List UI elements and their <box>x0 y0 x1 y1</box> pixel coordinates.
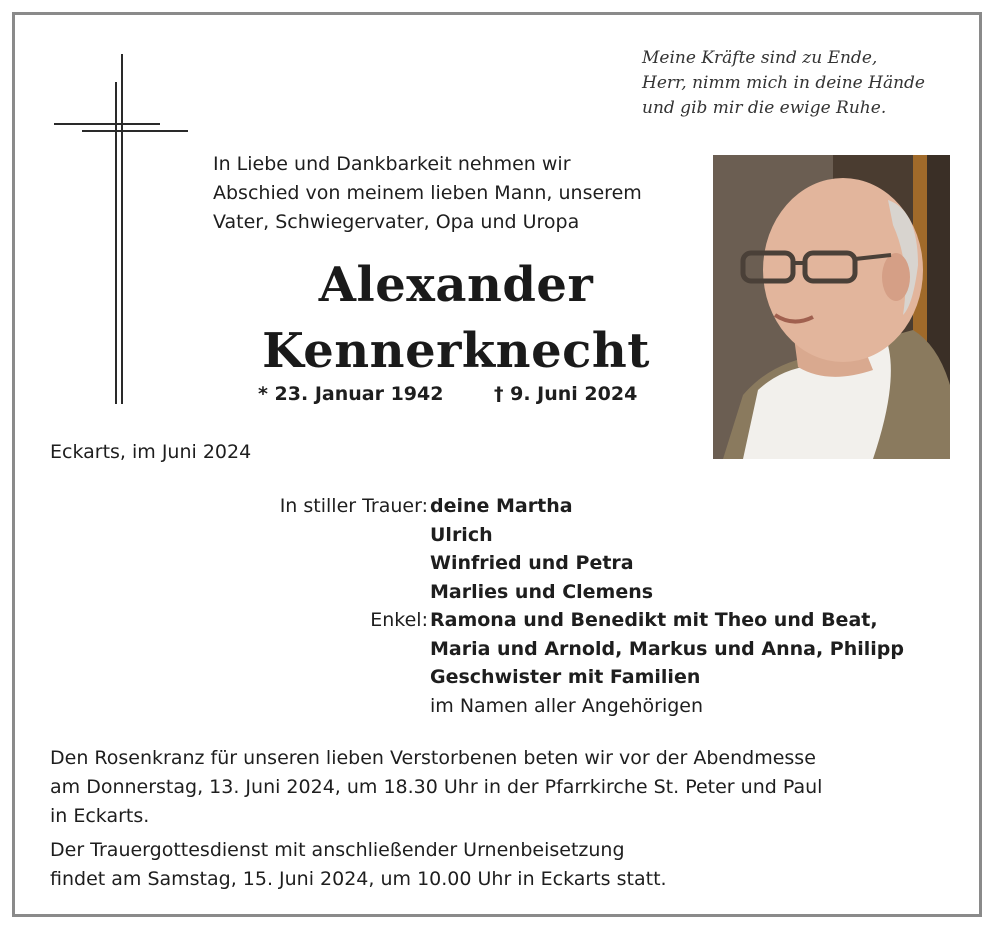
death-date: † 9. Juni 2024 <box>494 383 638 405</box>
place-date: Eckarts, im Juni 2024 <box>50 441 252 463</box>
last-name: Kennerknecht <box>262 323 650 379</box>
mourner-name: Marlies und Clemens <box>430 580 654 603</box>
intro-line-1: In Liebe und Dankbarkeit nehmen wir <box>213 153 571 175</box>
rosary-line-1: Den Rosenkranz für unseren lieben Verstorbenen beten wir vor der Abendmesse <box>50 747 816 769</box>
motto-line-3: und gib mir die ewige Ruhe. <box>642 98 887 118</box>
rosary-announcement <box>50 744 960 831</box>
mourner-name: Ramona und Benedikt mit Theo und Beat, <box>430 609 878 631</box>
mourners-list <box>0 492 1000 722</box>
funeral-line-2: findet am Samstag, 15. Juni 2024, um 10.00 Uhr in Eckarts statt. <box>50 868 667 890</box>
portrait-photo <box>713 155 950 459</box>
rosary-line-2: am Donnerstag, 13. Juni 2024, um 18.30 Uhr in der Pfarrkirche St. Peter und Paul <box>50 776 823 798</box>
funeral-announcement <box>50 836 960 894</box>
intro-line-2: Abschied von meinem lieben Mann, unserem <box>213 182 642 204</box>
deceased-name <box>200 252 712 384</box>
motto-line-2: Herr, nimm mich in deine Hände <box>642 73 925 93</box>
intro-text <box>213 150 693 237</box>
grandchildren-label: Enkel: <box>370 609 428 631</box>
mourner-name: Winfried und Petra <box>430 552 634 574</box>
funeral-line-1: Der Trauergottesdienst mit anschließender Urnenbeisetzung <box>50 839 625 861</box>
mourning-label: In stiller Trauer: <box>279 495 428 517</box>
motto-line-1: Meine Kräfte sind zu Ende, <box>642 48 878 68</box>
birth-date: * 23. Januar 1942 <box>258 383 444 405</box>
mourner-name: Ulrich <box>430 523 493 546</box>
first-name: Alexander <box>318 257 594 313</box>
mourner-name: Geschwister mit Familien <box>430 666 701 688</box>
motto-verse <box>642 46 962 121</box>
mourner-name: deine Martha <box>430 495 573 517</box>
mourner-name: Maria und Arnold, Markus und Anna, Philipp <box>430 637 904 660</box>
rosary-line-3: in Eckarts. <box>50 805 150 827</box>
intro-line-3: Vater, Schwiegervater, Opa und Uropa <box>213 211 580 233</box>
cross-icon <box>54 54 188 406</box>
mourner-name: im Namen aller Angehörigen <box>430 694 704 717</box>
